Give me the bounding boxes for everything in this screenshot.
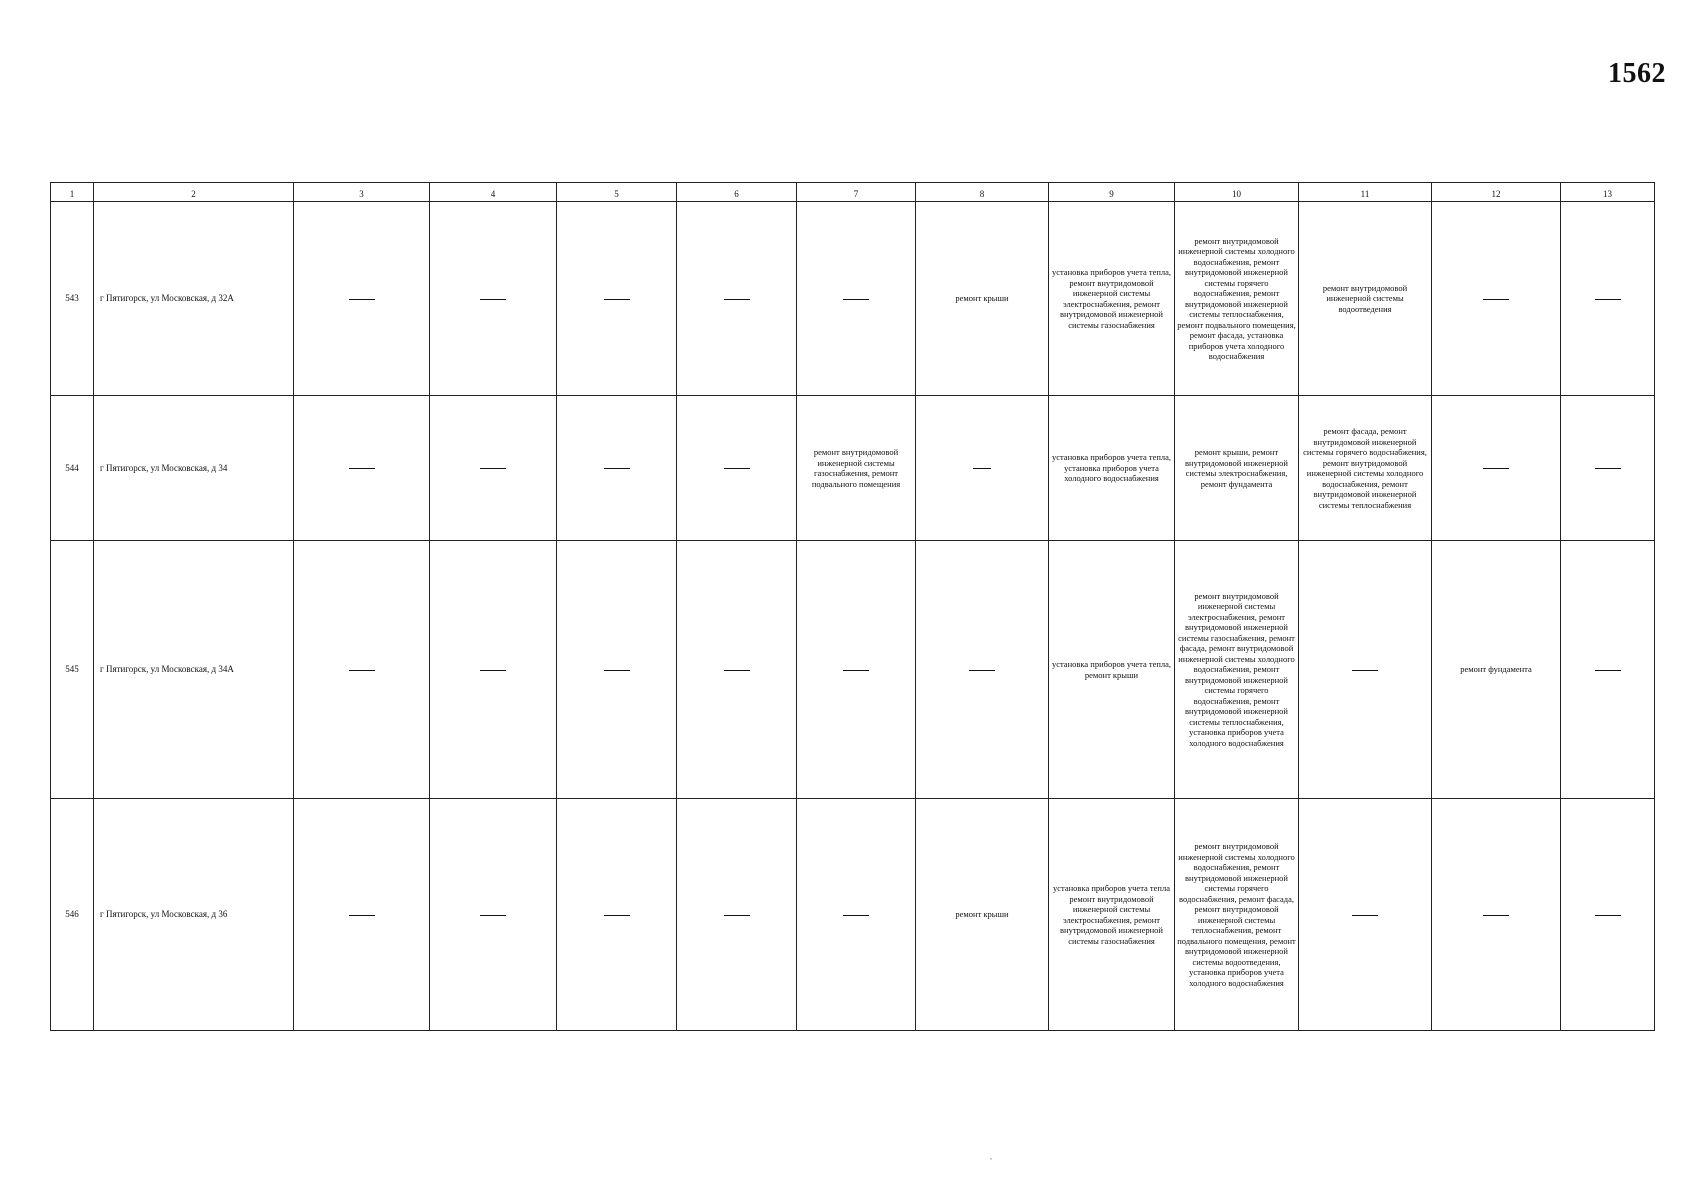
address-cell: г Пятигорск, ул Московская, д 36 bbox=[94, 799, 294, 1031]
dash-mark bbox=[1595, 915, 1621, 916]
dash-mark bbox=[480, 915, 506, 916]
dash-mark bbox=[724, 299, 750, 300]
dash-mark bbox=[349, 915, 375, 916]
address-cell: г Пятигорск, ул Московская, д 34А bbox=[94, 541, 294, 799]
dash-mark bbox=[724, 915, 750, 916]
dash-mark bbox=[973, 468, 991, 469]
header-cell: 1 bbox=[51, 183, 94, 202]
header-cell: 2 bbox=[94, 183, 294, 202]
work-cell: установка приборов учета тепла ремонт внутридомовой инженерной системы электроснабжения, ремонт внутридомовой инженерной системы газоснабжения bbox=[1049, 799, 1175, 1031]
dash-mark bbox=[843, 299, 869, 300]
dash-mark bbox=[349, 299, 375, 300]
empty-cell bbox=[677, 541, 797, 799]
work-cell: ремонт фасада, ремонт внутридомовой инженерной системы горячего водоснабжения, ремонт внутридомовой инженерной системы холодного водоснабжения, ремонт внутридомовой инженерной системы теплоснабжения bbox=[1299, 396, 1432, 541]
dash-mark bbox=[604, 670, 630, 671]
header-cell: 3 bbox=[294, 183, 430, 202]
work-cell: ремонт внутридомовой инженерной системы водоотведения bbox=[1299, 202, 1432, 396]
empty-cell bbox=[1561, 799, 1655, 1031]
work-cell: ремонт внутридомовой инженерной системы электроснабжения, ремонт внутридомовой инженерной системы газоснабжения, ремонт фасада, ремонт внутридомовой инженерной системы холодного водоснабжения, ремонт внутридомовой инженерной системы горячего водоснабжения, ремонт внутридомовой инженерной системы теплоснабжения, установка приборов учета холодного водоснабжения bbox=[1175, 541, 1299, 799]
empty-cell bbox=[916, 541, 1049, 799]
empty-cell bbox=[1432, 396, 1561, 541]
empty-cell bbox=[557, 799, 677, 1031]
work-cell: установка приборов учета тепла, ремонт внутридомовой инженерной системы электроснабжения, ремонт внутридомовой инженерной системы газоснабжения bbox=[1049, 202, 1175, 396]
row-number: 544 bbox=[51, 396, 94, 541]
address-cell: г Пятигорск, ул Московская, д 32А bbox=[94, 202, 294, 396]
work-cell: установка приборов учета тепла, ремонт крыши bbox=[1049, 541, 1175, 799]
empty-cell bbox=[557, 202, 677, 396]
empty-cell bbox=[1299, 541, 1432, 799]
dash-mark bbox=[969, 670, 995, 671]
header-cell: 11 bbox=[1299, 183, 1432, 202]
empty-cell bbox=[1432, 202, 1561, 396]
work-cell: установка приборов учета тепла, установка приборов учета холодного водоснабжения bbox=[1049, 396, 1175, 541]
dash-mark bbox=[1595, 468, 1621, 469]
dash-mark bbox=[1352, 670, 1378, 671]
dash-mark bbox=[1483, 915, 1509, 916]
address-cell: г Пятигорск, ул Московская, д 34 bbox=[94, 396, 294, 541]
table-row bbox=[51, 396, 1655, 541]
dash-mark bbox=[604, 915, 630, 916]
work-cell: ремонт внутридомовой инженерной системы холодного водоснабжения, ремонт внутридомовой инженерной системы горячего водоснабжения, ремонт фасада, ремонт внутридомовой инженерной системы теплоснабжения, ремонт подвального помещения, ремонт внутридомовой инженерной системы водоотведения, установка приборов учета холодного водоснабжения bbox=[1175, 799, 1299, 1031]
dash-mark bbox=[1352, 915, 1378, 916]
table-row bbox=[51, 202, 1655, 396]
empty-cell bbox=[1561, 396, 1655, 541]
dash-mark bbox=[1483, 468, 1509, 469]
empty-cell bbox=[557, 396, 677, 541]
empty-cell bbox=[294, 396, 430, 541]
dash-mark bbox=[843, 670, 869, 671]
work-cell: ремонт внутридомовой инженерной системы газоснабжения, ремонт подвального помещения bbox=[797, 396, 916, 541]
table-row bbox=[51, 541, 1655, 799]
dash-mark bbox=[843, 915, 869, 916]
table-row bbox=[51, 799, 1655, 1031]
empty-cell bbox=[1299, 799, 1432, 1031]
dash-mark bbox=[1595, 299, 1621, 300]
empty-cell bbox=[1432, 799, 1561, 1031]
dash-mark bbox=[724, 670, 750, 671]
empty-cell bbox=[557, 541, 677, 799]
row-number: 543 bbox=[51, 202, 94, 396]
empty-cell bbox=[430, 396, 557, 541]
column-number-row bbox=[51, 183, 1655, 202]
header-cell: 8 bbox=[916, 183, 1049, 202]
dash-mark bbox=[349, 468, 375, 469]
header-cell: 6 bbox=[677, 183, 797, 202]
header-cell: 4 bbox=[430, 183, 557, 202]
dash-mark bbox=[480, 299, 506, 300]
empty-cell bbox=[677, 202, 797, 396]
dash-mark bbox=[1595, 670, 1621, 671]
header-cell: 5 bbox=[557, 183, 677, 202]
empty-cell bbox=[797, 202, 916, 396]
dash-mark bbox=[480, 468, 506, 469]
empty-cell bbox=[1561, 202, 1655, 396]
repair-schedule-table bbox=[50, 182, 1655, 1031]
header-cell: 7 bbox=[797, 183, 916, 202]
header-cell: 12 bbox=[1432, 183, 1561, 202]
dash-mark bbox=[724, 468, 750, 469]
work-cell: ремонт фундамента bbox=[1432, 541, 1561, 799]
empty-cell bbox=[294, 541, 430, 799]
page-number: 1562 bbox=[1608, 58, 1666, 89]
empty-cell bbox=[1561, 541, 1655, 799]
empty-cell bbox=[294, 202, 430, 396]
dash-mark bbox=[604, 468, 630, 469]
empty-cell bbox=[294, 799, 430, 1031]
empty-cell bbox=[797, 541, 916, 799]
dash-mark bbox=[604, 299, 630, 300]
empty-cell bbox=[430, 541, 557, 799]
row-number: 546 bbox=[51, 799, 94, 1031]
empty-cell bbox=[677, 396, 797, 541]
dash-mark bbox=[1483, 299, 1509, 300]
scan-speck: , bbox=[990, 1152, 992, 1161]
empty-cell bbox=[430, 202, 557, 396]
empty-cell bbox=[430, 799, 557, 1031]
row-number: 545 bbox=[51, 541, 94, 799]
work-cell: ремонт крыши bbox=[916, 799, 1049, 1031]
header-cell: 10 bbox=[1175, 183, 1299, 202]
empty-cell bbox=[916, 396, 1049, 541]
work-cell: ремонт крыши, ремонт внутридомовой инженерной системы электроснабжения, ремонт фундамента bbox=[1175, 396, 1299, 541]
header-cell: 13 bbox=[1561, 183, 1655, 202]
dash-mark bbox=[349, 670, 375, 671]
dash-mark bbox=[480, 670, 506, 671]
work-cell: ремонт крыши bbox=[916, 202, 1049, 396]
header-cell: 9 bbox=[1049, 183, 1175, 202]
empty-cell bbox=[797, 799, 916, 1031]
work-cell: ремонт внутридомовой инженерной системы холодного водоснабжения, ремонт внутридомовой инженерной системы горячего водоснабжения, ремонт внутридомовой инженерной системы теплоснабжения, ремонт подвального помещения, ремонт фасада, установка приборов учета холодного водоснабжения bbox=[1175, 202, 1299, 396]
empty-cell bbox=[677, 799, 797, 1031]
